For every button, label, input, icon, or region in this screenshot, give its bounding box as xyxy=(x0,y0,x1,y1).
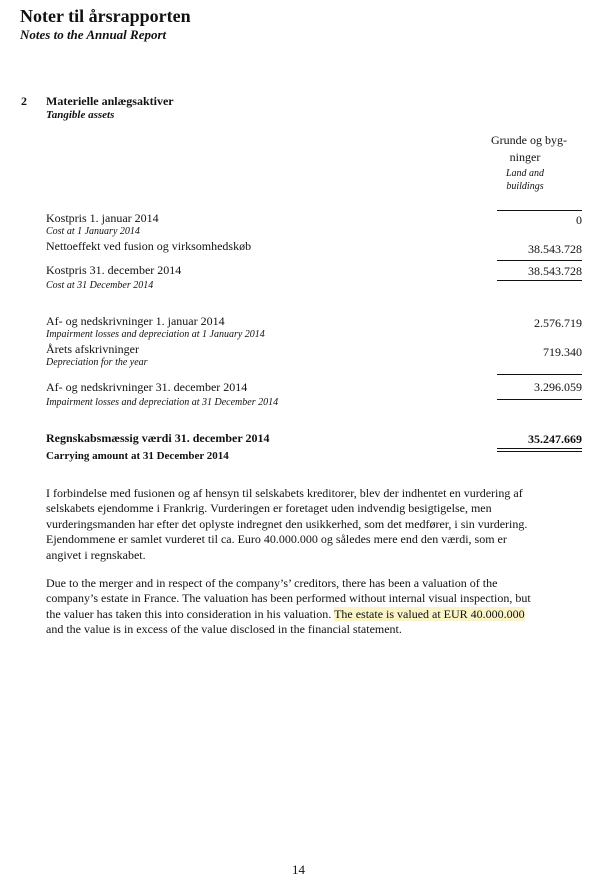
paragraph-da-line: I forbindelse med fusionen og af hensyn til selskabets kreditorer, blev der indhentet en vurdering af xyxy=(46,486,523,500)
dep-opening-label-en: Impairment losses and depreciation at 1 January 2014 xyxy=(46,329,265,340)
paragraph-en-line: Due to the merger and in respect of the company’s’ creditors, there has been a valuation of the xyxy=(46,576,498,590)
cost-opening-label: Kostpris 1. januar 2014 xyxy=(46,211,159,225)
section-number: 2 xyxy=(21,94,27,108)
dep-year-value: 719.340 xyxy=(543,345,582,359)
cost-opening-label-en: Cost at 1 January 2014 xyxy=(46,226,140,237)
carrying-value: 35.247.669 xyxy=(528,432,582,446)
rule-dep xyxy=(497,374,582,375)
rule-cost xyxy=(497,260,582,261)
dep-opening-value: 2.576.719 xyxy=(534,316,582,330)
section-title: Materielle anlægsaktiver xyxy=(46,94,174,108)
column-heading-en-2: buildings xyxy=(506,181,544,192)
dep-year-label: Årets afskrivninger xyxy=(46,342,139,356)
merger-effect-label: Nettoeffekt ved fusion og virksomhedskøb xyxy=(46,239,252,253)
column-heading-en-1: Land and xyxy=(505,168,545,179)
carrying-label: Regnskabsmæssig værdi 31. december 2014 xyxy=(46,431,270,445)
rule-cost-total xyxy=(497,280,582,281)
dep-opening-label: Af- og nedskrivninger 1. januar 2014 xyxy=(46,314,225,328)
dep-closing-label: Af- og nedskrivninger 31. december 2014 xyxy=(46,380,248,394)
paragraph-en xyxy=(46,576,576,638)
highlighted-valuation-text: The estate is valued at EUR 40.000.000 xyxy=(334,606,525,621)
section-subtitle: Tangible assets xyxy=(46,109,115,121)
dep-year-label-en: Depreciation for the year xyxy=(46,357,148,368)
paragraph-da-line: angivet i regnskabet. xyxy=(46,547,146,562)
paragraph-en-line: company’s estate in France. The valuation has been performed without internal visual inspection, but xyxy=(46,591,531,606)
page-subtitle: Notes to the Annual Report xyxy=(20,27,167,42)
paragraph-da-line: vurderingsmanden har efter det oplyste indregnet den usikkerhed, som det medfører, i sin vurdering. xyxy=(46,516,528,531)
rule-carrying-1 xyxy=(497,448,582,449)
cost-closing-label-en: Cost at 31 December 2014 xyxy=(46,280,154,291)
cost-closing-value: 38.543.728 xyxy=(528,264,582,278)
page-number: 14 xyxy=(292,862,305,877)
paragraph-da xyxy=(46,486,576,563)
rule-dep-total xyxy=(497,399,582,400)
rule-top xyxy=(497,210,582,211)
cost-closing-label: Kostpris 31. december 2014 xyxy=(46,263,182,277)
merger-effect-value: 38.543.728 xyxy=(528,242,582,256)
dep-closing-label-en: Impairment losses and depreciation at 31 December 2014 xyxy=(46,397,279,408)
paragraph-da-line: Ejendommene er samlet vurderet til ca. Euro 40.000.000 og således mere end den værdi, som er xyxy=(46,532,507,547)
dep-closing-value: 3.296.059 xyxy=(534,380,582,394)
column-heading-da-2: ninger xyxy=(509,150,541,164)
column-heading-da-1: Grunde og byg- xyxy=(491,133,567,147)
paragraph-en-line3-text: the valuer has taken this into consideration in his valuation. xyxy=(46,606,335,621)
cost-opening-value: 0 xyxy=(576,213,582,227)
paragraph-en-line: and the value is in excess of the value disclosed in the financial statement. xyxy=(46,622,402,637)
page-title: Noter til årsrapporten xyxy=(20,6,191,26)
rule-carrying-2 xyxy=(497,451,582,452)
paragraph-da-line: selskabets ejendomme i Frankrig. Vurderingen er foretaget uden indvendig besigtigelse, men xyxy=(46,501,492,516)
carrying-label-en: Carrying amount at 31 December 2014 xyxy=(46,450,229,462)
paragraph-en-line xyxy=(46,607,576,622)
